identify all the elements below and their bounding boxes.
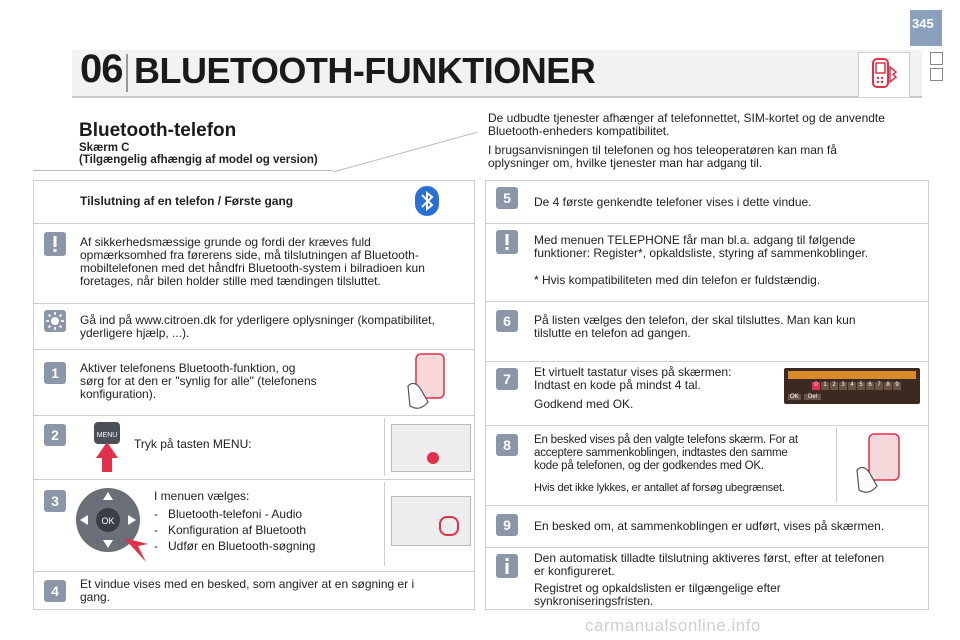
corner-square <box>930 68 943 81</box>
chapter-title: BLUETOOTH-FUNKTIONER <box>134 50 596 91</box>
safety-line: foretages, når bilen holder stille med tændingen tilsluttet. <box>80 274 381 288</box>
step-1-line: konfiguration). <box>80 387 157 401</box>
step-4-line: gang. <box>80 590 111 604</box>
svg-text:8: 8 <box>503 437 511 453</box>
phone-image <box>836 428 927 502</box>
tip-row <box>34 303 474 347</box>
keyboard-digit-key[interactable]: 5 <box>857 382 865 390</box>
section-title: Bluetooth-telefon <box>79 120 237 141</box>
keyboard-input-bar <box>788 371 916 379</box>
header-rule <box>72 96 922 98</box>
step-8-badge <box>496 434 518 456</box>
intro-text <box>488 112 928 170</box>
warning-icon <box>496 230 518 254</box>
warning-line: Med menuen TELEPHONE får man bl.a. adgang til følgende <box>534 233 856 247</box>
step-2-badge <box>44 424 66 446</box>
menu-item: - Udfør en Bluetooth-søgning <box>154 539 316 553</box>
step-9-text: En besked om, at sammenkoblingen er udført, vises på skærmen. <box>534 519 885 533</box>
title-block <box>33 112 475 172</box>
step-9-row <box>486 505 928 545</box>
step-7-text <box>534 366 731 411</box>
warning-line: funktioner: Register*, opkaldsliste, styring af sammenkoblinger. <box>534 246 869 260</box>
screen-label: Skærm C <box>79 142 130 154</box>
tip-text <box>80 314 435 340</box>
step-8-row <box>486 425 928 503</box>
info-line: synkroniseringsfristen. <box>534 594 654 608</box>
telephone-menu-text <box>534 234 868 260</box>
step-7-line: Indtast en kode på mindst 4 tal. <box>534 378 701 392</box>
info-line: Den automatisk tilladte tilslutning aktiveres først, efter at telefonen <box>534 551 885 565</box>
step-7-confirm: Godkend med OK. <box>534 397 634 411</box>
chapter-divider <box>126 54 128 92</box>
step-4-badge <box>44 580 66 602</box>
step-8-text <box>534 434 798 473</box>
tip-sun-icon <box>44 310 66 332</box>
menu-button-highlight <box>427 452 439 464</box>
safety-line: opmærksomhed fra førerens side, må tilslutningen af Bluetooth- <box>80 248 419 262</box>
connection-heading-row <box>34 181 474 221</box>
ok-key-label: OK <box>101 516 115 526</box>
phone-in-hand-icon <box>400 352 462 412</box>
step-4-text <box>80 578 414 604</box>
step-8-retry-note: Hvis det ikke lykkes, er antallet af forsøg ubegrænset. <box>534 482 785 494</box>
svg-text:5: 5 <box>503 190 511 206</box>
svg-text:4: 4 <box>51 583 59 599</box>
menu-item: - Konfiguration af Bluetooth <box>154 523 307 537</box>
step-8-line: acceptere sammenkoblingen, indtastes den samme <box>534 447 788 459</box>
step-1-line: Aktiver telefonens Bluetooth-funktion, og <box>80 361 296 375</box>
safety-line: Af sikkerhedsmæssige grunde og fordi der kræves fuld <box>80 235 371 249</box>
keyboard-delete-button[interactable]: Del <box>804 394 821 400</box>
info-icon <box>496 554 518 578</box>
keyboard-ok-button[interactable]: OK <box>790 394 799 400</box>
bluetooth-icon <box>412 185 442 217</box>
keyboard-digit-key[interactable]: 0 <box>812 382 820 390</box>
menu-key-icon <box>92 420 122 474</box>
svg-text:7: 7 <box>503 371 511 387</box>
svg-text:6: 6 <box>503 313 511 329</box>
title-underline <box>333 132 478 174</box>
step-1-badge <box>44 362 66 384</box>
step-6-row <box>486 301 928 359</box>
step-3-badge <box>44 490 66 512</box>
step-6-badge <box>496 310 518 332</box>
step-7-line: Et virtuelt tastatur vises på skærmen: <box>534 365 732 379</box>
keyboard-digit-key[interactable]: 3 <box>839 382 847 390</box>
menu-item-label: Konfiguration af Bluetooth <box>168 523 307 537</box>
connection-heading: Tilslutning af en telefon / Første gang <box>80 194 294 208</box>
keyboard-digit-key[interactable]: 4 <box>848 382 856 390</box>
step-8-line: kode på telefonen, og der godkendes med OK. <box>534 460 764 472</box>
step-1-row <box>34 349 474 413</box>
menu-item-label: Bluetooth-telefoni - Audio <box>168 507 303 521</box>
step-3-row <box>34 479 474 569</box>
svg-text:2: 2 <box>51 427 59 443</box>
step-6-text <box>534 314 856 340</box>
tip-line: yderligere hjælp, ...). <box>80 326 190 340</box>
keyboard-digit-key[interactable]: 7 <box>875 382 883 390</box>
info-row <box>486 547 928 609</box>
virtual-keyboard-screen <box>784 368 920 404</box>
menu-key-label: MENU <box>96 432 118 439</box>
chapter-number: 06 <box>80 47 123 91</box>
right-panel <box>485 180 929 610</box>
footnote: * Hvis kompatibiliteten med din telefon er fuldstændig. <box>534 273 821 287</box>
phone-in-hand-icon <box>851 432 913 498</box>
radio-unit <box>391 424 471 472</box>
step-2-row <box>34 415 474 477</box>
info-line: Registret og opkaldslisten er tilgængelige efter <box>534 581 781 595</box>
left-panel <box>33 180 475 610</box>
intro-line: oplysninger om, hvilke tjenester man har adgang til. <box>488 156 763 170</box>
svg-text:9: 9 <box>503 517 511 533</box>
corner-square <box>930 52 943 65</box>
intro-line: Bluetooth-enheders kompatibilitet. <box>488 124 670 138</box>
radio-panel-image <box>384 418 475 476</box>
info-text <box>534 552 884 608</box>
step-7-row <box>486 361 928 423</box>
step-5-row <box>486 181 928 221</box>
menu-item-label: Udfør en Bluetooth-søgning <box>168 539 316 553</box>
keyboard-digit-key[interactable]: 9 <box>893 382 901 390</box>
keyboard-digit-row <box>812 382 901 390</box>
tip-line: Gå ind på www.citroen.dk for yderligere oplysninger (kompatibilitet, <box>80 313 435 327</box>
bluetooth-phone-icon <box>858 52 910 98</box>
step-3-intro: I menuen vælges: <box>154 489 250 503</box>
svg-text:3: 3 <box>51 493 59 509</box>
svg-text:1: 1 <box>51 365 59 381</box>
page-number: 345 <box>912 16 934 31</box>
step-1-text <box>80 362 317 401</box>
ok-navigation-key-icon <box>72 484 148 564</box>
step-8-line: En besked vises på den valgte telefons skærm. For at <box>534 434 798 446</box>
step-5-text: De 4 første genkendte telefoner vises i dette vindue. <box>534 195 812 209</box>
telephone-menu-warning-row <box>486 223 928 299</box>
step-5-badge <box>496 187 518 209</box>
safety-warning-row <box>34 223 474 301</box>
keyboard-digit-key[interactable]: 8 <box>884 382 892 390</box>
intro-line: De udbudte tjenester afhænger af telefonnettet, SIM-kortet og de anvendte <box>488 111 885 125</box>
keyboard-digit-key[interactable]: 2 <box>830 382 838 390</box>
keyboard-digit-key[interactable]: 6 <box>866 382 874 390</box>
radio-unit <box>391 496 471 546</box>
keyboard-digit-key[interactable]: 1 <box>821 382 829 390</box>
step-4-row <box>34 571 474 609</box>
watermark: carmanualsonline.info <box>585 616 761 635</box>
step-2-text: Tryk på tasten MENU: <box>134 437 252 451</box>
ok-knob-highlight <box>439 516 459 536</box>
step-6-line: tilslutte en telefon ad gangen. <box>534 326 691 340</box>
safety-warning-text <box>80 236 425 288</box>
step-7-badge <box>496 368 518 390</box>
warning-icon <box>44 232 66 256</box>
step-1-line: sørg for at den er "synlig for alle" (telefonens <box>80 374 317 388</box>
intro-line: I brugsanvisningen til telefonen og hos teleoperatøren kan man få <box>488 143 837 157</box>
step-3-menu-list <box>154 506 315 554</box>
info-line: er konfigureret. <box>534 564 615 578</box>
availability-note: (Tilgængelig afhængig af model og version) <box>79 154 318 166</box>
step-4-line: Et vindue vises med en besked, som angiver at en søgning er i <box>80 577 415 591</box>
step-9-badge <box>496 514 518 536</box>
radio-panel-image <box>384 482 475 566</box>
menu-item: - Bluetooth-telefoni - Audio <box>154 507 303 521</box>
step-6-line: På listen vælges den telefon, der skal tilsluttes. Man kan kun <box>534 313 856 327</box>
title-rule <box>33 170 333 171</box>
safety-line: mobiltelefonen med det håndfri Bluetooth-system i bilradioen kun <box>80 261 425 275</box>
